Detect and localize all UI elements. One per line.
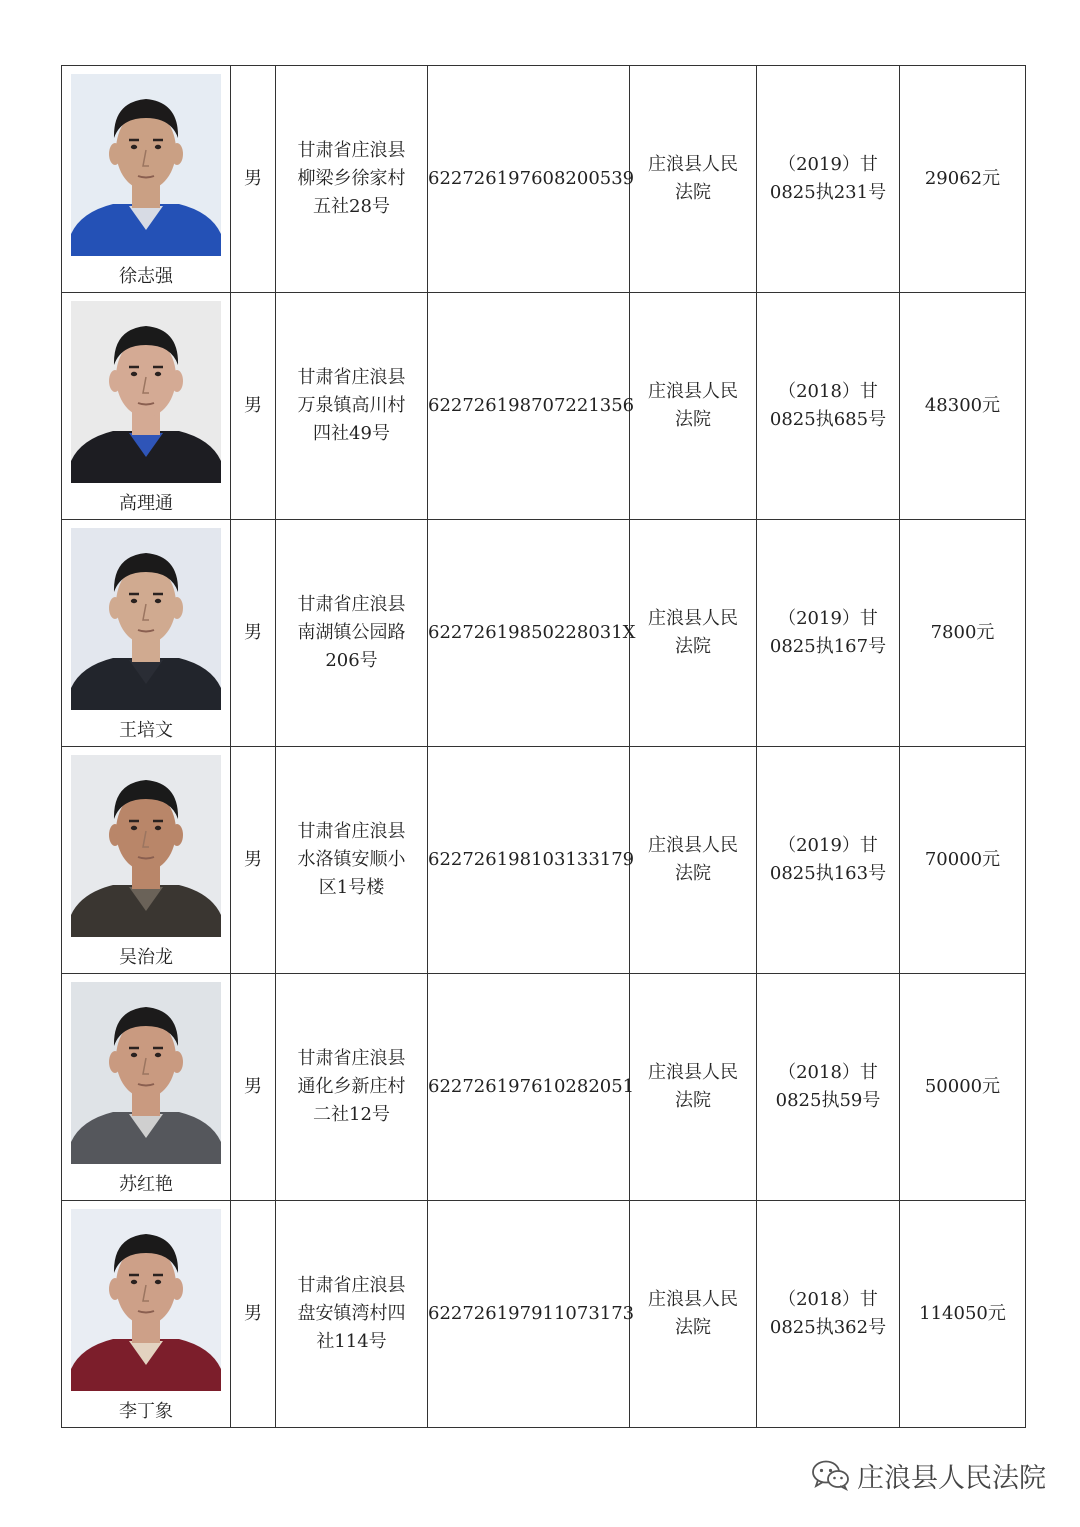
court-cell (630, 293, 757, 520)
table-body (62, 66, 1026, 1428)
court-text: 庄浪县人民法院 (648, 1062, 738, 1111)
photo-cell (62, 520, 231, 747)
court-cell (630, 974, 757, 1201)
photo-cell (62, 974, 231, 1201)
amount-cell (900, 293, 1026, 520)
person-name: 吴治龙 (119, 947, 173, 968)
photo-cell (62, 747, 231, 974)
id-number-cell (428, 1201, 635, 1428)
amount-cell (900, 1201, 1026, 1428)
photo-cell (62, 1201, 231, 1428)
amount-text: 114050元 (919, 1303, 1006, 1324)
case-number-cell (757, 747, 900, 974)
case-number-cell (757, 1201, 900, 1428)
portrait-image (71, 1209, 221, 1391)
portrait-image (71, 982, 221, 1164)
photo-cell (62, 293, 231, 520)
id-number-text: 62272619850228031X (428, 622, 636, 643)
amount-cell (900, 974, 1026, 1201)
portrait-photo (71, 1209, 221, 1391)
gender-text: 男 (244, 168, 262, 189)
gender-cell (231, 1201, 276, 1428)
id-number-text: 622726197610282051 (428, 1076, 635, 1097)
court-cell (630, 1201, 757, 1428)
id-number-text: 622726198103133179 (428, 849, 635, 870)
gender-text: 男 (244, 849, 262, 870)
case-number-cell (757, 974, 900, 1201)
person-name: 苏红艳 (119, 1174, 173, 1195)
case-number-text: （2018）甘0825执59号 (775, 1062, 881, 1111)
table-row (62, 747, 1026, 974)
amount-cell (900, 520, 1026, 747)
gender-text: 男 (244, 1303, 262, 1324)
address-text: 甘肃省庄浪县柳梁乡徐家村五社28号 (297, 140, 406, 217)
id-number-cell (428, 747, 635, 974)
gender-cell (231, 293, 276, 520)
portrait-image (71, 301, 221, 483)
id-number-cell (428, 66, 635, 293)
case-number-text: （2019）甘0825执231号 (769, 154, 887, 203)
court-text: 庄浪县人民法院 (648, 154, 738, 203)
id-number-cell (428, 293, 635, 520)
address-cell (276, 974, 428, 1201)
amount-cell (900, 747, 1026, 974)
person-name: 高理通 (119, 493, 173, 514)
portrait-photo (71, 301, 221, 483)
wechat-bubble-icon (811, 1459, 851, 1491)
amount-text: 48300元 (924, 395, 1001, 416)
id-number-cell (428, 974, 635, 1201)
gender-cell (231, 66, 276, 293)
person-name: 王培文 (119, 720, 173, 741)
court-cell (630, 520, 757, 747)
portrait-image (71, 74, 221, 256)
amount-text: 7800元 (930, 622, 995, 643)
court-text: 庄浪县人民法院 (648, 381, 738, 430)
table-row (62, 1201, 1026, 1428)
person-name: 徐志强 (119, 266, 173, 287)
case-number-text: （2019）甘0825执163号 (769, 835, 887, 884)
gender-cell (231, 747, 276, 974)
watermark-text: 庄浪县人民法院 (857, 1462, 1046, 1494)
person-name: 李丁象 (119, 1401, 173, 1422)
table-row (62, 974, 1026, 1201)
court-cell (630, 66, 757, 293)
amount-text: 70000元 (924, 849, 1001, 870)
portrait-photo (71, 528, 221, 710)
amount-cell (900, 66, 1026, 293)
case-number-cell (757, 293, 900, 520)
table-row (62, 66, 1026, 293)
court-text: 庄浪县人民法院 (648, 608, 738, 657)
address-cell (276, 520, 428, 747)
id-number-text: 622726197911073173 (428, 1303, 635, 1324)
court-text: 庄浪县人民法院 (648, 1289, 738, 1338)
address-cell (276, 66, 428, 293)
case-number-cell (757, 66, 900, 293)
gender-text: 男 (244, 1076, 262, 1097)
address-text: 甘肃省庄浪县盘安镇湾村四社114号 (297, 1275, 406, 1352)
portrait-image (71, 528, 221, 710)
watermark (811, 1455, 1046, 1495)
address-text: 甘肃省庄浪县通化乡新庄村二社12号 (297, 1048, 406, 1125)
case-number-text: （2018）甘0825执685号 (769, 381, 887, 430)
id-number-text: 622726197608200539 (428, 168, 635, 189)
portrait-photo (71, 755, 221, 937)
case-number-cell (757, 520, 900, 747)
gender-text: 男 (244, 395, 262, 416)
gender-text: 男 (244, 622, 262, 643)
address-text: 甘肃省庄浪县水洛镇安顺小区1号楼 (297, 821, 406, 898)
portrait-photo (71, 74, 221, 256)
judgment-defaulter-table (61, 65, 1026, 1428)
address-text: 甘肃省庄浪县南湖镇公园路206号 (297, 594, 406, 671)
id-number-text: 622726198707221356 (428, 395, 635, 416)
court-cell (630, 747, 757, 974)
id-number-cell (428, 520, 636, 747)
case-number-text: （2018）甘0825执362号 (769, 1289, 887, 1338)
case-number-text: （2019）甘0825执167号 (769, 608, 887, 657)
address-text: 甘肃省庄浪县万泉镇高川村四社49号 (297, 367, 406, 444)
photo-cell (62, 66, 231, 293)
address-cell (276, 747, 428, 974)
gender-cell (231, 520, 276, 747)
gender-cell (231, 974, 276, 1201)
address-cell (276, 1201, 428, 1428)
address-cell (276, 293, 428, 520)
table-row (62, 293, 1026, 520)
portrait-photo (71, 982, 221, 1164)
table-row (62, 520, 1026, 747)
court-text: 庄浪县人民法院 (648, 835, 738, 884)
amount-text: 29062元 (924, 168, 1001, 189)
amount-text: 50000元 (924, 1076, 1001, 1097)
portrait-image (71, 755, 221, 937)
